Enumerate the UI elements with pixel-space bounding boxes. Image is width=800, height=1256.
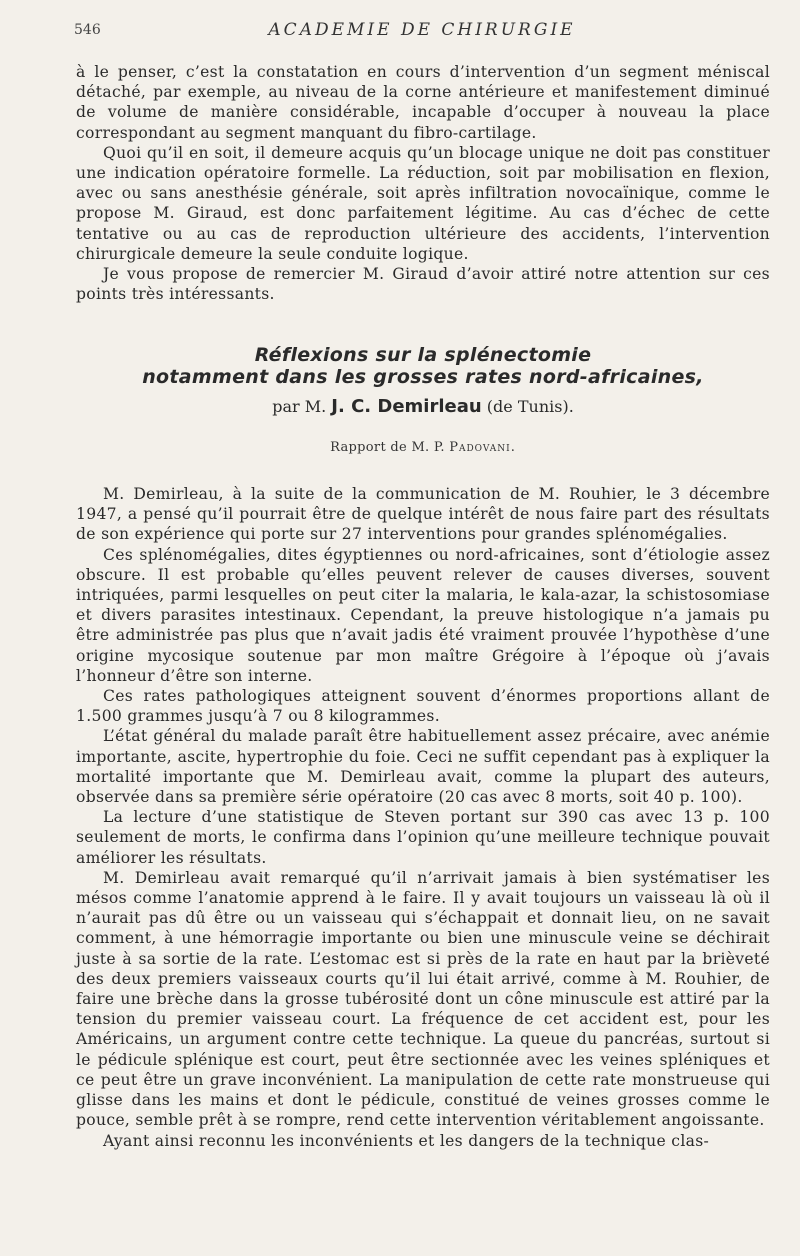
article-title-line-2: notamment dans les grosses rates nord-africaines, <box>142 366 704 388</box>
paragraph: L’état général du malade paraît être habituellement assez précaire, avec anémie importante, ascite, hypertrophie du foie. Ceci ne suffit cependant pas à expliquer la mortalité importante que M. Demirleau avait, comme la plupart des auteurs, observée dans sa première série opératoire (20 cas avec 8 morts, soit 40 p. 100). <box>76 727 770 807</box>
paragraph: M. Demirleau avait remarqué qu’il n’arrivait jamais à bien systématiser les mésos comme l’anatomie apprend à le faire. Il y avait toujours un vaisseau là où il n’aurait pas dû être ou un vaisseau qui s’échappait et donnait lieu, on ne savait comment, à une hémorragie importante ou bien une minuscule veine se déchirait juste à sa sortie de la rate. L’estomac est si près de la rate en haut par la brièveté des deux premiers vaisseaux courts qu’il lui était arrivé, comme à M. Rouhier, de faire une brèche dans la grosse tubérosité dont un cône minuscule est attiré par la tension du premier vaisseau court. La fréquence de cet accident est, pour les Américains, un argument contre cette technique. La queue du pancréas, surtout si le pédicule splénique est court, peut être sectionnée avec les veines spléniques et ce peut être un grave inconvénient. La manipulation de cette rate monstrueuse qui glisse dans les mains et dont le pédicule, constitué de veines grosses comme le pouce, semble prêt à se rompre, rend cette intervention véritablement angoissante. <box>76 868 770 1130</box>
report-author: Padovani. <box>449 440 516 455</box>
article-title-line-1: Réflexions sur la splénectomie <box>254 344 592 366</box>
byline-suffix: (de Tunis). <box>486 397 574 416</box>
paragraph: Ayant ainsi reconnu les inconvénients et les dangers de la technique clas- <box>103 1131 710 1150</box>
paragraph: M. Demirleau, à la suite de la communication de M. Rouhier, le 3 décembre 1947, a pensé qu’il pourrait être de quelque intérêt de nous faire part des résultats de son expérience qui porte sur 27 interventions pour grandes splénomégalies. <box>76 485 770 544</box>
paragraph: La lecture d’une statistique de Steven portant sur 390 cas avec 13 p. 100 seulement de morts, le confirma dans l’opinion qu’une meilleure technique pouvait améliorer les résultats. <box>76 808 770 867</box>
byline <box>76 396 770 417</box>
report-prefix: Rapport de M. P. <box>330 440 445 455</box>
paragraph: à le penser, c’est la constatation en cours d’intervention d’un segment méniscal détaché, par exemple, au niveau de la corne antérieure et manifestement diminué de volume de manière considérable, incapable d’occuper à nouveau la place correspondant au segment manquant du fibro-cartilage. <box>76 63 770 142</box>
byline-prefix: par M. <box>272 397 327 416</box>
paragraph: Je vous propose de remercier M. Giraud d’avoir attiré notre attention sur ces points très intéressants. <box>76 265 770 304</box>
paragraph: Ces splénomégalies, dites égyptiennes ou nord-africaines, sont d’étiologie assez obscure. Il est probable qu’elles peuvent relever de causes diverses, souvent intriquées, parmi lesquelles on peut citer la malaria, le kala-azar, la schistosomiase et divers parasites intestinaux. Cependant, la preuve histologique n’a jamais pu être administrée pas plus que n’avait jadis été vraiment prouvée l’hypothèse d’une origine mycosique soutenue par mon maître Grégoire à l’époque où j’avais l’honneur d’être son interne. <box>76 545 770 685</box>
running-head: ACADEMIE DE CHIRURGIE <box>268 20 576 40</box>
article-text <box>76 484 770 1151</box>
report-line <box>76 440 770 455</box>
page-number: 546 <box>74 22 101 38</box>
paragraph: Quoi qu’il en soit, il demeure acquis qu’un blocage unique ne doit pas constituer une indication opératoire formelle. La réduction, soit par mobilisation en flexion, avec ou sans anesthésie générale, soit après infiltration novocaïnique, comme le propose M. Giraud, est donc parfaitement légitime. Au cas d’échec de cette tentative ou au cas de reproduction ultérieure des accidents, l’intervention chirurgicale demeure la seule conduite logique. <box>76 143 770 263</box>
author-name: J. C. Demirleau <box>331 396 482 417</box>
page-header <box>74 20 770 44</box>
paragraph: Ces rates pathologiques atteignent souvent d’énormes proportions allant de 1.500 grammes jusqu’à 7 ou 8 kilogrammes. <box>76 687 770 726</box>
intro-text <box>76 62 770 304</box>
